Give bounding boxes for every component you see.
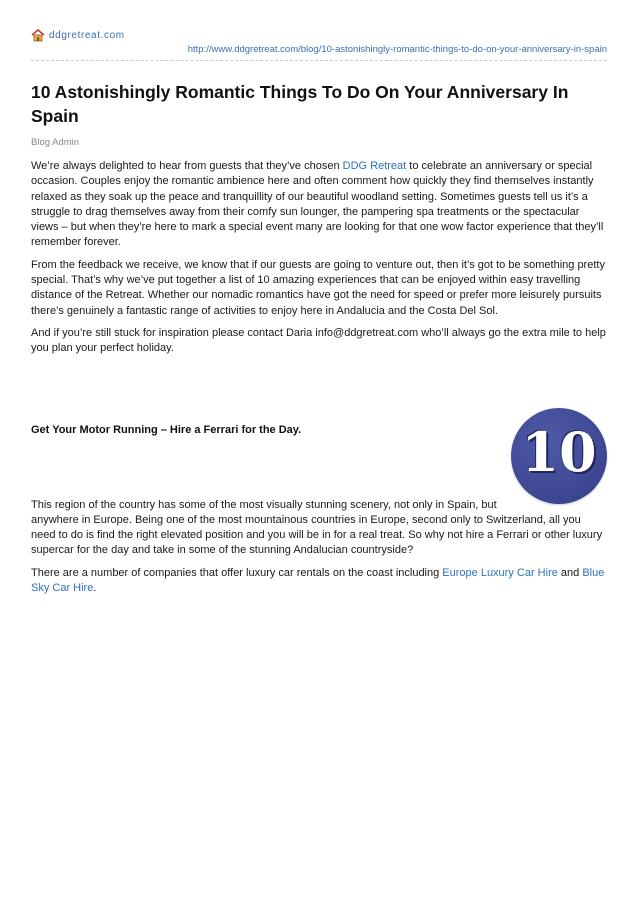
page-url-link[interactable]: http://www.ddgretreat.com/blog/10-astonishingly-romantic-things-to-do-on-your-anniversary-in-spain [187,44,607,55]
site-name-link[interactable]: ddgretreat.com [49,30,125,41]
section-paragraph-1: This region of the country has some of the most visually stunning scenery, not only in Spain, but anywhere in Europe. Being one of the most mountainous countries in Europe, second only to Switzerland, all you need to do is find the right elevated position and you will be in for a real treat. So why not hire a Ferrari or other luxury supercar for the day and take in some of the stunning Andalucian countryside? [31,498,603,557]
page-header [0,0,638,62]
section-paragraph-2 [31,566,607,597]
intro-paragraph-3: And if you’re still stuck for inspiration please contact Daria info@ddgretreat.com who’ll always go the extra mile to help you plan your perfect holiday. [31,326,606,355]
article [31,80,607,603]
section-p2-text-after: . [93,582,97,595]
section-heading-ferrari: Get Your Motor Running – Hire a Ferrari for the Day. [31,423,302,436]
intro-p1-text-before: We’re always delighted to hear from guests that they’ve chosen [31,160,343,172]
header-divider [31,60,607,61]
spacer [31,364,607,424]
intro-paragraph-2: From the feedback we receive, we know that if our guests are going to venture out, then it’s got to be something pretty special. That’s why we’ve put together a list of 10 amazing experiences that can be enjoyed within easy travelling distance of the Retreat. Whether our nomadic romantics have got the need for speed or prefer more leisurely pursuits there’s genuinely a fantastic range of activities to enjoy here in Andalucia and the Costa Del Sol. [31,258,605,317]
badge-number: 10 [521,419,597,484]
europe-luxury-car-hire-link[interactable]: Europe Luxury Car Hire [442,566,558,579]
intro-p1-text-after: to celebrate an anniversary or special occasion. Couples enjoy the romantic ambience here and often comment how quickly they find themselves instantly relaxed as they soak up the peace and tranquillity of our beautiful woodland setting. Sometimes guests tell us it’s a struggle to drag themselves away from their comfy sun lounger, the pampering spa treatments or the spectacular views – but when they’re here to mark a special event many are looking for that one wow factor experience that they’ll remember forever. [31,160,604,249]
intro-paragraph-1 [31,159,607,251]
house-icon [31,29,45,42]
article-title: 10 Astonishingly Romantic Things To Do On Your Anniversary In Spain [31,82,569,126]
section-p2-text-middle: and [557,566,583,579]
article-author: Blog Admin [31,137,80,148]
ddg-retreat-link[interactable]: DDG Retreat [342,160,407,172]
blue-sky-car-hire-link[interactable]: Blue Sky Car Hire [31,566,605,595]
number-badge [511,408,607,504]
section-p2-text-before: There are a number of companies that offer luxury car rentals on the coast including [31,566,443,579]
